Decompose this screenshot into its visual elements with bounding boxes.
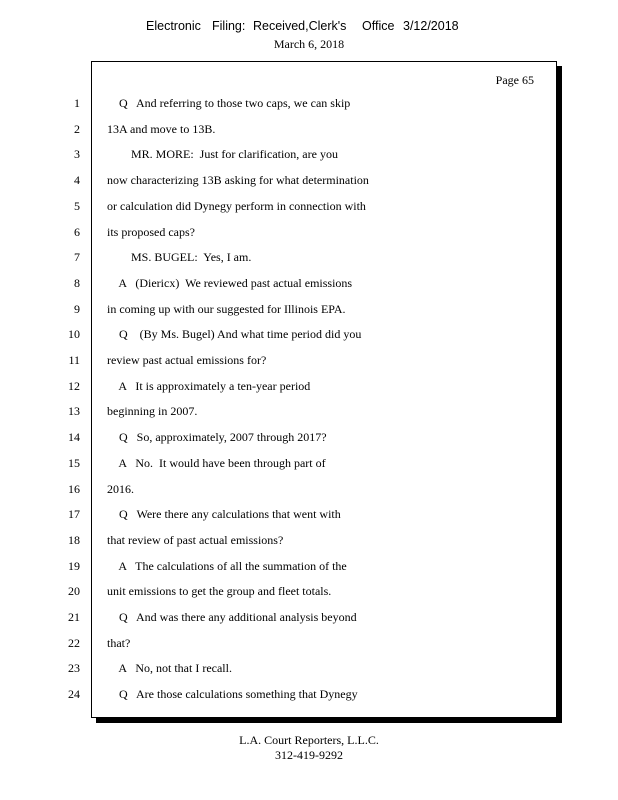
- transcript-line: review past actual emissions for?: [107, 353, 267, 367]
- transcript-line: A (Diericx) We reviewed past actual emissions: [107, 275, 353, 290]
- transcript-line: that?: [107, 635, 131, 650]
- line-number: 11: [68, 353, 80, 367]
- transcript-line: in coming up with our suggested for Illinois EPA.: [107, 301, 346, 316]
- line-number: 22: [68, 635, 80, 650]
- line-number: 4: [74, 173, 80, 188]
- line-number: 9: [74, 301, 80, 316]
- line-number: 24: [68, 687, 80, 702]
- line-number: 21: [68, 610, 80, 624]
- line-number: 23: [68, 661, 80, 676]
- line-number: 12: [68, 378, 80, 393]
- line-number: 2: [74, 121, 80, 136]
- page-number: Page 65: [495, 73, 534, 87]
- transcript-line: A It is approximately a ten-year period: [107, 378, 311, 393]
- line-number: 16: [68, 481, 80, 496]
- transcript-line: A No, not that I recall.: [107, 661, 232, 676]
- transcript-line: Q And referring to those two caps, we can skip: [107, 96, 351, 110]
- transcript-line: Q Are those calculations something that Dynegy: [107, 687, 358, 702]
- transcript-line: Q (By Ms. Bugel) And what time period did you: [107, 327, 362, 342]
- transcript-line: now characterizing 13B asking for what determination: [107, 173, 369, 188]
- stamp-word: Received,Clerk's: [253, 19, 347, 33]
- line-number: 18: [68, 532, 80, 547]
- line-number: 19: [68, 558, 80, 573]
- transcript-line: MR. MORE: Just for clarification, are you: [107, 147, 338, 162]
- line-number: 10: [68, 327, 80, 342]
- line-number: 6: [74, 224, 80, 239]
- transcript-line: 2016.: [107, 481, 134, 496]
- transcript-line: 13A and move to 13B.: [107, 121, 216, 136]
- stamp-word: Filing:: [212, 19, 246, 33]
- line-number: 14: [68, 430, 80, 445]
- line-number: 8: [74, 275, 80, 290]
- reporter-company: L.A. Court Reporters, L.L.C.: [239, 733, 379, 747]
- stamp-word: Electronic: [146, 19, 201, 33]
- line-number: 7: [74, 250, 80, 265]
- line-number: 13: [68, 404, 80, 419]
- transcript-line: A The calculations of all the summation of the: [107, 558, 347, 573]
- transcript-line: A No. It would have been through part of: [107, 455, 326, 470]
- transcript-line: beginning in 2007.: [107, 404, 198, 419]
- transcript-line: that review of past actual emissions?: [107, 532, 284, 547]
- transcript-line: unit emissions to get the group and fleet totals.: [107, 584, 332, 599]
- stamp-word: Office: [362, 19, 395, 33]
- line-number: 3: [74, 147, 80, 162]
- line-number: 15: [68, 455, 80, 470]
- line-number: 1: [74, 96, 80, 110]
- transcript-line: or calculation did Dynegy perform in connection with: [107, 198, 366, 213]
- transcript-line: Q So, approximately, 2007 through 2017?: [107, 430, 327, 445]
- transcript-line: its proposed caps?: [107, 224, 195, 239]
- line-number: 5: [74, 198, 80, 213]
- stamp-date: 3/12/2018: [403, 19, 459, 33]
- transcript-line: Q And was there any additional analysis beyond: [107, 610, 357, 624]
- reporter-phone: 312-419-9292: [275, 748, 343, 762]
- deposition-date: March 6, 2018: [273, 37, 345, 51]
- line-number: 17: [68, 507, 80, 522]
- line-number: 20: [68, 584, 80, 599]
- transcript-line: Q Were there any calculations that went with: [107, 507, 341, 522]
- transcript-line: MS. BUGEL: Yes, I am.: [107, 250, 252, 265]
